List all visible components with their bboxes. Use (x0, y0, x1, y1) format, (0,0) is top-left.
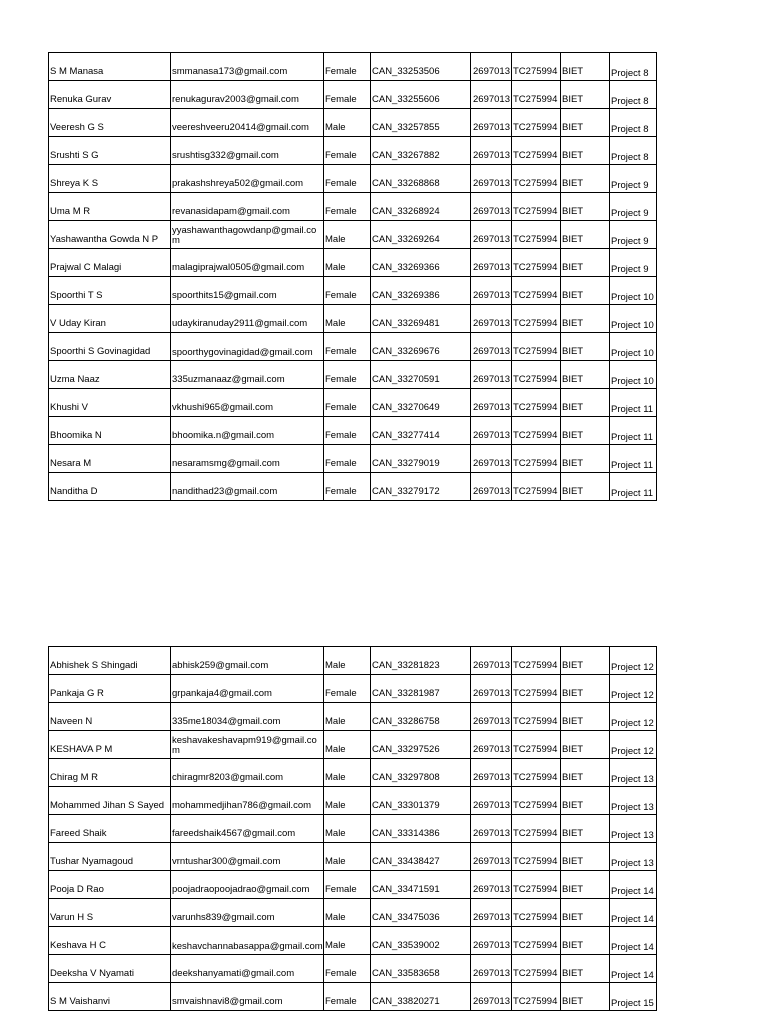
email-cell: vkhushi965@gmail.com (171, 389, 324, 417)
table-row (49, 165, 657, 193)
name-cell: S M Manasa (49, 53, 171, 81)
batch-code-cell: 2697013 (471, 473, 512, 501)
tc-code-cell: TC275994 (512, 787, 561, 815)
candidate-id-cell: CAN_33583658 (371, 955, 471, 983)
table-row (49, 137, 657, 165)
tc-code-cell: TC275994 (512, 305, 561, 333)
name-cell: V Uday Kiran (49, 305, 171, 333)
gender-cell: Female (324, 193, 371, 221)
table-row (49, 81, 657, 109)
batch-code-cell: 2697013 (471, 927, 512, 955)
table-row (49, 277, 657, 305)
candidate-table-2-body (49, 647, 657, 1011)
table-row (49, 815, 657, 843)
project-cell: Project 14 (610, 927, 657, 955)
tc-code-cell: TC275994 (512, 815, 561, 843)
email-cell: 335uzmanaaz@gmail.com (171, 361, 324, 389)
table-row (49, 417, 657, 445)
name-cell: Spoorthi T S (49, 277, 171, 305)
email-cell: 335me18034@gmail.com (171, 703, 324, 731)
table-row (49, 703, 657, 731)
tc-code-cell: TC275994 (512, 81, 561, 109)
project-cell: Project 9 (610, 249, 657, 277)
tc-code-cell: TC275994 (512, 249, 561, 277)
gender-cell: Female (324, 871, 371, 899)
project-cell: Project 10 (610, 305, 657, 333)
candidate-id-cell: CAN_33269386 (371, 277, 471, 305)
name-cell: Uzma Naaz (49, 361, 171, 389)
candidate-id-cell: CAN_33438427 (371, 843, 471, 871)
candidate-id-cell: CAN_33268924 (371, 193, 471, 221)
name-cell: Varun H S (49, 899, 171, 927)
candidate-id-cell: CAN_33301379 (371, 787, 471, 815)
gender-cell: Female (324, 137, 371, 165)
batch-code-cell: 2697013 (471, 843, 512, 871)
candidate-id-cell: CAN_33267882 (371, 137, 471, 165)
email-cell: spoorthits15@gmail.com (171, 277, 324, 305)
tc-code-cell: TC275994 (512, 871, 561, 899)
name-cell: Abhishek S Shingadi (49, 647, 171, 675)
name-cell: S M Vaishanvi (49, 983, 171, 1011)
candidate-id-cell: CAN_33268868 (371, 165, 471, 193)
gender-cell: Female (324, 955, 371, 983)
name-cell: KESHAVA P M (49, 731, 171, 759)
batch-code-cell: 2697013 (471, 361, 512, 389)
batch-code-cell: 2697013 (471, 53, 512, 81)
batch-code-cell: 2697013 (471, 731, 512, 759)
candidate-id-cell: CAN_33255606 (371, 81, 471, 109)
batch-code-cell: 2697013 (471, 787, 512, 815)
gender-cell: Female (324, 389, 371, 417)
tc-code-cell: TC275994 (512, 473, 561, 501)
name-cell: Keshava H C (49, 927, 171, 955)
project-cell: Project 14 (610, 955, 657, 983)
table-row (49, 899, 657, 927)
name-cell: Uma M R (49, 193, 171, 221)
gender-cell: Male (324, 305, 371, 333)
candidate-id-cell: CAN_33475036 (371, 899, 471, 927)
college-cell: BIET (561, 675, 610, 703)
tc-code-cell: TC275994 (512, 445, 561, 473)
batch-code-cell: 2697013 (471, 647, 512, 675)
candidate-id-cell: CAN_33314386 (371, 815, 471, 843)
table-row (49, 305, 657, 333)
table-row (49, 983, 657, 1011)
email-cell: mohammedjihan786@gmail.com (171, 787, 324, 815)
candidate-id-cell: CAN_33820271 (371, 983, 471, 1011)
candidate-id-cell: CAN_33270591 (371, 361, 471, 389)
email-cell: vrntushar300@gmail.com (171, 843, 324, 871)
candidate-id-cell: CAN_33269366 (371, 249, 471, 277)
gender-cell: Female (324, 417, 371, 445)
college-cell: BIET (561, 955, 610, 983)
candidate-id-cell: CAN_33297526 (371, 731, 471, 759)
project-cell: Project 8 (610, 53, 657, 81)
batch-code-cell: 2697013 (471, 899, 512, 927)
project-cell: Project 15 (610, 983, 657, 1011)
name-cell: Chirag M R (49, 759, 171, 787)
candidate-id-cell: CAN_33277414 (371, 417, 471, 445)
college-cell: BIET (561, 759, 610, 787)
candidate-id-cell: CAN_33253506 (371, 53, 471, 81)
name-cell: Yashawantha Gowda N P (49, 221, 171, 249)
candidate-id-cell: CAN_33279019 (371, 445, 471, 473)
project-cell: Project 9 (610, 193, 657, 221)
tc-code-cell: TC275994 (512, 759, 561, 787)
name-cell: Tushar Nyamagoud (49, 843, 171, 871)
candidate-id-cell: CAN_33286758 (371, 703, 471, 731)
tc-code-cell: TC275994 (512, 333, 561, 361)
email-cell: veereshveeru20414@gmail.com (171, 109, 324, 137)
email-cell: keshavchannabasappa@gmail.com (171, 927, 324, 955)
batch-code-cell: 2697013 (471, 165, 512, 193)
gender-cell: Female (324, 473, 371, 501)
project-cell: Project 14 (610, 871, 657, 899)
college-cell: BIET (561, 333, 610, 361)
project-cell: Project 9 (610, 221, 657, 249)
email-cell: grpankaja4@gmail.com (171, 675, 324, 703)
name-cell: Shreya K S (49, 165, 171, 193)
gender-cell: Female (324, 675, 371, 703)
batch-code-cell: 2697013 (471, 871, 512, 899)
name-cell: Mohammed Jihan S Sayed (49, 787, 171, 815)
name-cell: Bhoomika N (49, 417, 171, 445)
email-cell: chiragmr8203@gmail.com (171, 759, 324, 787)
college-cell: BIET (561, 731, 610, 759)
tc-code-cell: TC275994 (512, 53, 561, 81)
table-row (49, 787, 657, 815)
table-row (49, 445, 657, 473)
project-cell: Project 10 (610, 361, 657, 389)
project-cell: Project 13 (610, 759, 657, 787)
batch-code-cell: 2697013 (471, 193, 512, 221)
table-row (49, 843, 657, 871)
college-cell: BIET (561, 899, 610, 927)
candidate-id-cell: CAN_33281987 (371, 675, 471, 703)
college-cell: BIET (561, 249, 610, 277)
email-cell: nandithad23@gmail.com (171, 473, 324, 501)
project-cell: Project 11 (610, 445, 657, 473)
gender-cell: Male (324, 109, 371, 137)
project-cell: Project 12 (610, 703, 657, 731)
project-cell: Project 13 (610, 843, 657, 871)
candidate-id-cell: CAN_33269264 (371, 221, 471, 249)
college-cell: BIET (561, 871, 610, 899)
project-cell: Project 12 (610, 731, 657, 759)
gender-cell: Male (324, 843, 371, 871)
batch-code-cell: 2697013 (471, 445, 512, 473)
tc-code-cell: TC275994 (512, 647, 561, 675)
name-cell: Veeresh G S (49, 109, 171, 137)
email-cell: nesaramsmg@gmail.com (171, 445, 324, 473)
gender-cell: Male (324, 759, 371, 787)
project-cell: Project 11 (610, 417, 657, 445)
batch-code-cell: 2697013 (471, 983, 512, 1011)
college-cell: BIET (561, 445, 610, 473)
table-row (49, 389, 657, 417)
batch-code-cell: 2697013 (471, 81, 512, 109)
table-row (49, 731, 657, 759)
email-cell: renukagurav2003@gmail.com (171, 81, 324, 109)
name-cell: Prajwal C Malagi (49, 249, 171, 277)
project-cell: Project 10 (610, 277, 657, 305)
tc-code-cell: TC275994 (512, 109, 561, 137)
project-cell: Project 13 (610, 787, 657, 815)
name-cell: Nanditha D (49, 473, 171, 501)
email-cell: revanasidapam@gmail.com (171, 193, 324, 221)
college-cell: BIET (561, 193, 610, 221)
candidate-id-cell: CAN_33257855 (371, 109, 471, 137)
name-cell: Srushti S G (49, 137, 171, 165)
name-cell: Pooja D Rao (49, 871, 171, 899)
gender-cell: Female (324, 81, 371, 109)
tc-code-cell: TC275994 (512, 277, 561, 305)
email-cell: poojadraopoojadrao@gmail.com (171, 871, 324, 899)
table-row (49, 675, 657, 703)
email-cell: malagiprajwal0505@gmail.com (171, 249, 324, 277)
gender-cell: Male (324, 899, 371, 927)
project-cell: Project 11 (610, 473, 657, 501)
candidate-table-1 (48, 52, 657, 501)
batch-code-cell: 2697013 (471, 333, 512, 361)
email-cell: yyashawanthagowdanp@gmail.com (171, 221, 324, 249)
tc-code-cell: TC275994 (512, 389, 561, 417)
batch-code-cell: 2697013 (471, 417, 512, 445)
name-cell: Nesara M (49, 445, 171, 473)
college-cell: BIET (561, 361, 610, 389)
project-cell: Project 14 (610, 899, 657, 927)
candidate-id-cell: CAN_33297808 (371, 759, 471, 787)
tc-code-cell: TC275994 (512, 165, 561, 193)
college-cell: BIET (561, 277, 610, 305)
college-cell: BIET (561, 787, 610, 815)
gender-cell: Female (324, 165, 371, 193)
college-cell: BIET (561, 221, 610, 249)
table-row (49, 109, 657, 137)
gender-cell: Female (324, 983, 371, 1011)
college-cell: BIET (561, 305, 610, 333)
candidate-id-cell: CAN_33269481 (371, 305, 471, 333)
project-cell: Project 8 (610, 81, 657, 109)
college-cell: BIET (561, 165, 610, 193)
table-row (49, 53, 657, 81)
table-row (49, 249, 657, 277)
email-cell: srushtisg332@gmail.com (171, 137, 324, 165)
tc-code-cell: TC275994 (512, 983, 561, 1011)
candidate-id-cell: CAN_33281823 (371, 647, 471, 675)
email-cell: deekshanyamati@gmail.com (171, 955, 324, 983)
project-cell: Project 8 (610, 137, 657, 165)
batch-code-cell: 2697013 (471, 109, 512, 137)
project-cell: Project 12 (610, 675, 657, 703)
email-cell: abhisk259@gmail.com (171, 647, 324, 675)
tc-code-cell: TC275994 (512, 193, 561, 221)
email-cell: udaykiranuday2911@gmail.com (171, 305, 324, 333)
batch-code-cell: 2697013 (471, 305, 512, 333)
batch-code-cell: 2697013 (471, 759, 512, 787)
candidate-id-cell: CAN_33269676 (371, 333, 471, 361)
batch-code-cell: 2697013 (471, 249, 512, 277)
tc-code-cell: TC275994 (512, 221, 561, 249)
gender-cell: Male (324, 249, 371, 277)
gender-cell: Female (324, 361, 371, 389)
email-cell: fareedshaik4567@gmail.com (171, 815, 324, 843)
name-cell: Spoorthi S Govinagidad (49, 333, 171, 361)
batch-code-cell: 2697013 (471, 277, 512, 305)
batch-code-cell: 2697013 (471, 137, 512, 165)
table-row (49, 647, 657, 675)
gender-cell: Female (324, 53, 371, 81)
email-cell: prakashshreya502@gmail.com (171, 165, 324, 193)
project-cell: Project 9 (610, 165, 657, 193)
batch-code-cell: 2697013 (471, 815, 512, 843)
batch-code-cell: 2697013 (471, 955, 512, 983)
email-cell: keshavakeshavapm919@gmail.com (171, 731, 324, 759)
candidate-id-cell: CAN_33279172 (371, 473, 471, 501)
gender-cell: Female (324, 445, 371, 473)
table-row (49, 221, 657, 249)
candidate-id-cell: CAN_33471591 (371, 871, 471, 899)
tc-code-cell: TC275994 (512, 927, 561, 955)
gender-cell: Female (324, 277, 371, 305)
project-cell: Project 10 (610, 333, 657, 361)
gender-cell: Male (324, 787, 371, 815)
email-cell: varunhs839@gmail.com (171, 899, 324, 927)
gender-cell: Male (324, 731, 371, 759)
candidate-table-1-body (49, 53, 657, 501)
gender-cell: Male (324, 815, 371, 843)
name-cell: Renuka Gurav (49, 81, 171, 109)
table-row (49, 955, 657, 983)
tc-code-cell: TC275994 (512, 417, 561, 445)
gender-cell: Male (324, 647, 371, 675)
name-cell: Naveen N (49, 703, 171, 731)
email-cell: bhoomika.n@gmail.com (171, 417, 324, 445)
name-cell: Fareed Shaik (49, 815, 171, 843)
name-cell: Deeksha V Nyamati (49, 955, 171, 983)
college-cell: BIET (561, 927, 610, 955)
college-cell: BIET (561, 647, 610, 675)
college-cell: BIET (561, 109, 610, 137)
gender-cell: Female (324, 333, 371, 361)
table-row (49, 927, 657, 955)
candidate-table-2 (48, 646, 657, 1011)
batch-code-cell: 2697013 (471, 703, 512, 731)
project-cell: Project 13 (610, 815, 657, 843)
college-cell: BIET (561, 81, 610, 109)
batch-code-cell: 2697013 (471, 221, 512, 249)
candidate-id-cell: CAN_33539002 (371, 927, 471, 955)
tc-code-cell: TC275994 (512, 843, 561, 871)
college-cell: BIET (561, 703, 610, 731)
tc-code-cell: TC275994 (512, 703, 561, 731)
tc-code-cell: TC275994 (512, 899, 561, 927)
email-cell: spoorthygovinagidad@gmail.com (171, 333, 324, 361)
candidate-id-cell: CAN_33270649 (371, 389, 471, 417)
college-cell: BIET (561, 815, 610, 843)
table-row (49, 361, 657, 389)
email-cell: smvaishnavi8@gmail.com (171, 983, 324, 1011)
college-cell: BIET (561, 843, 610, 871)
tc-code-cell: TC275994 (512, 955, 561, 983)
gender-cell: Male (324, 927, 371, 955)
batch-code-cell: 2697013 (471, 675, 512, 703)
name-cell: Pankaja G R (49, 675, 171, 703)
gender-cell: Male (324, 221, 371, 249)
table-row (49, 871, 657, 899)
college-cell: BIET (561, 137, 610, 165)
project-cell: Project 12 (610, 647, 657, 675)
table-row (49, 333, 657, 361)
batch-code-cell: 2697013 (471, 389, 512, 417)
college-cell: BIET (561, 473, 610, 501)
tc-code-cell: TC275994 (512, 137, 561, 165)
table-row (49, 759, 657, 787)
name-cell: Khushi V (49, 389, 171, 417)
gender-cell: Male (324, 703, 371, 731)
college-cell: BIET (561, 389, 610, 417)
table-row (49, 473, 657, 501)
college-cell: BIET (561, 983, 610, 1011)
college-cell: BIET (561, 53, 610, 81)
tc-code-cell: TC275994 (512, 361, 561, 389)
email-cell: smmanasa173@gmail.com (171, 53, 324, 81)
project-cell: Project 11 (610, 389, 657, 417)
table-row (49, 193, 657, 221)
tc-code-cell: TC275994 (512, 675, 561, 703)
project-cell: Project 8 (610, 109, 657, 137)
college-cell: BIET (561, 417, 610, 445)
tc-code-cell: TC275994 (512, 731, 561, 759)
